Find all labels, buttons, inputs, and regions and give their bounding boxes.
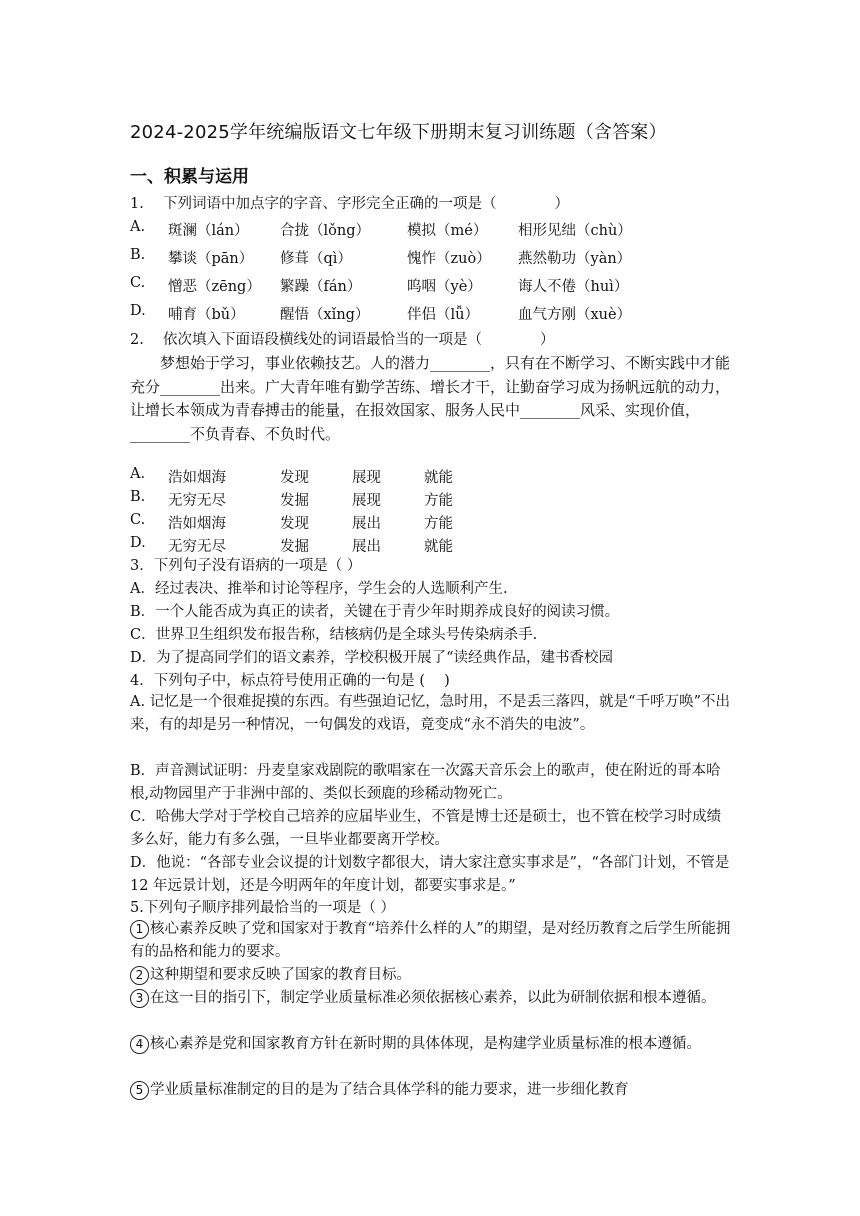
q2-passage: 梦想始于学习，事业依赖技艺。人的潜力________，只有在不断学习、不断实践中才能充分________出来。广大青年唯有勤学苦练、增长才干，让勤奋学习成为扬帆远航的动力，让增长本领成为青春搏击的能量，在报效国家、服务人民中________风采、实现价值，________不负青春、不负时代。	[130, 354, 731, 443]
q4-option-d: D．他说：“各部专业会议提的计划数字都很大，请大家注意实事求是”，“各部门计划，不管是 12 年远景计划，还是今明两年的年度计划，都要实事求是。”	[130, 855, 730, 894]
q4-option-b: B．声音测试证明：丹麦皇家戏剧院的歌唱家在一次露天音乐会上的歌声，使在附近的哥本哈根,动物园里产于非洲中部的、类似长颈鹿的珍稀动物死亡。	[130, 763, 721, 802]
q5-item: 5 学业质量标准制定的目的是为了结合具体学科的能力要求，进一步细化教育	[130, 1079, 734, 1102]
q3-stem: 3．下列句子没有语病的一项是（ ）	[130, 558, 362, 574]
circled-number-icon: 3	[130, 989, 149, 1008]
circled-number-icon: 2	[130, 966, 149, 985]
q2-stem: 2. 依次填入下面语段横线处的词语最恰当的一项是（ ）	[130, 332, 555, 348]
q5-item: 2 这种期望和要求反映了国家的教育目标。	[130, 964, 734, 987]
q5-item: 1 核心素养反映了党和国家对于教育“培养什么样的人”的期望，是对经历教育之后学生所能拥有的品格和能力的要求。	[130, 921, 731, 960]
q3-option-b: B．一个人能否成为真正的读者，关键在于青少年时期养成良好的阅读习惯。	[130, 604, 620, 620]
q1-stem: 1. 下列词语中加点字的字音、字形完全正确的一项是（ ）	[130, 196, 569, 212]
q4-option-c: C．哈佛大学对于学校自己培养的应届毕业生，不管是博士还是硕士，也不管在校学习时成绩多么好，能力有多么强，一旦毕业都要离开学校。	[130, 809, 722, 848]
section-heading: 一、积累与运用	[130, 167, 249, 187]
q3-option-a: A．经过表决、推举和讨论等程序，学生会的人选顺利产生.	[130, 581, 508, 597]
q5-stem: 5.下列句子顺序排列最恰当的一项是（ ）	[130, 900, 395, 916]
circled-number-icon: 5	[130, 1081, 149, 1100]
page-title: 2024-2025学年统编版语文七年级下册期末复习训练题（含答案）	[130, 122, 667, 143]
q5-item: 4 核心素养是党和国家教育方针在新时期的具体体现，是构建学业质量标准的根本遵循。	[130, 1033, 734, 1056]
q4-stem: 4．下列句子中，标点符号使用正确的一句是 ( )	[130, 673, 450, 689]
circled-number-icon: 1	[130, 920, 149, 939]
q5-item: 3 在这一目的指引下，制定学业质量标准必须依据核心素养，以此为研制依据和根本遵循。	[130, 987, 734, 1010]
q3-option-d: D．为了提高同学们的语文素养，学校积极开展了“读经典作品，建书香校园	[130, 650, 614, 666]
q4-option-a: A. 记忆是一个很难捉摸的东西。有些强迫记忆，急时用，不是丢三落四，就是“千呼万唤”不出来，有的却是另一种情况，一句偶发的戏语，竟变成“永不消失的电波”。	[130, 694, 731, 733]
circled-number-icon: 4	[130, 1035, 149, 1054]
q3-option-c: C．世界卫生组织发布报告称，结核病仍是全球头号传染病杀手.	[130, 627, 538, 643]
